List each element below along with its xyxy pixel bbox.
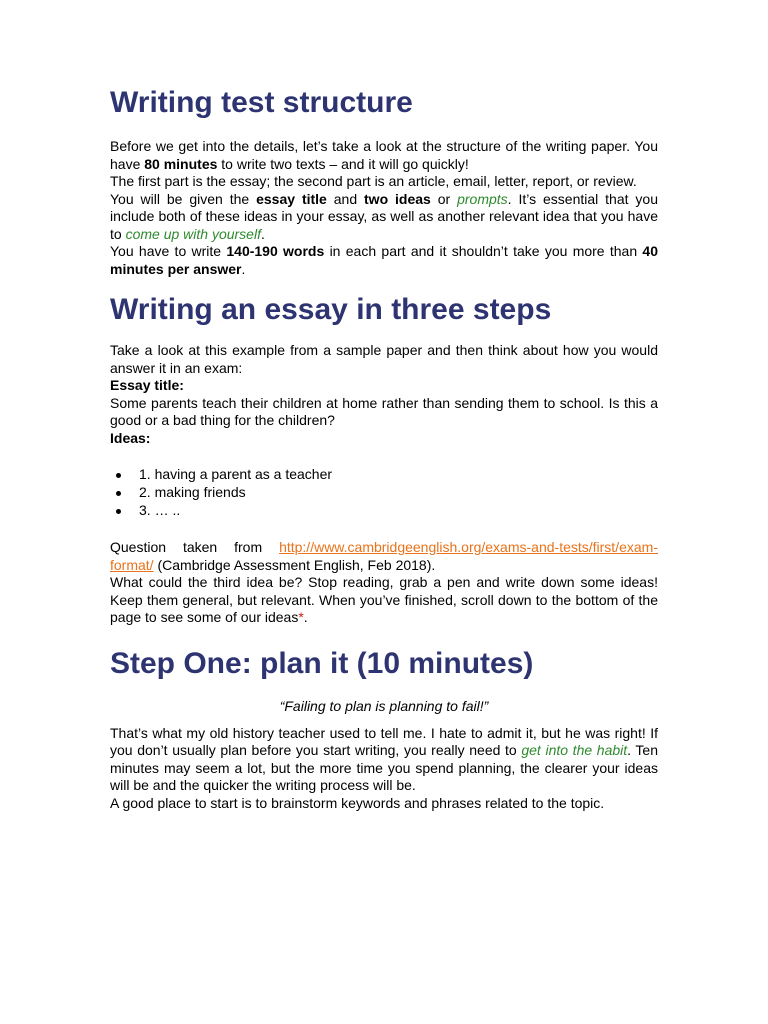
ideas-list (110, 465, 658, 519)
bold-word-count: 140-190 words (226, 243, 325, 259)
paragraph-ideas (110, 191, 658, 244)
ideas-label-text: Ideas: (110, 429, 151, 446)
bold-essay-title: essay title (256, 190, 327, 207)
teacher-paragraph (110, 725, 658, 795)
third-idea-paragraph (110, 574, 658, 627)
text: What could the third idea be? Stop reading, grab a pen and write down some ideas! Keep them general, but relevant. When you’ve finished, scroll down to the bottom of the page to see some of our ideas (110, 574, 658, 625)
text: in each part and it shouldn’t take you more than (324, 243, 643, 259)
text: Before we get into the details, let’s take a look at the structure of the writing paper. You have (110, 138, 658, 172)
text: . (260, 225, 265, 242)
intro-paragraph (110, 138, 658, 173)
source-link[interactable]: http://www.cambridgeenglish.org/exams-and-tests/first/exam-format/ (110, 539, 658, 573)
paragraph-word-count (110, 243, 658, 278)
paragraph-parts: The first part is the essay; the second part is an article, email, letter, report, or review. (110, 173, 637, 189)
text: . (241, 260, 246, 277)
essay-title-label (110, 377, 658, 395)
sample-paper-paragraph: Take a look at this example from a sample paper and then think about how you would answer it in an exam: (110, 342, 658, 376)
green-prompts: prompts (457, 190, 508, 207)
ideas-label (110, 430, 658, 448)
list-item: 1. having a parent as a teacher (110, 465, 658, 483)
essay-title-label-text: Essay title: (110, 377, 184, 393)
asterisk-footnote-marker[interactable]: * (298, 609, 304, 625)
list-item: 2. making friends (110, 483, 658, 501)
text: . (303, 609, 308, 625)
text: or (430, 190, 458, 207)
brainstorm-paragraph: A good place to start is to brainstorm keywords and phrases related to the topic. (110, 794, 605, 811)
text: You will be given the (110, 190, 257, 207)
list-item: 3. … .. (110, 501, 658, 519)
text: (Cambridge Assessment English, Feb 2018). (153, 556, 436, 573)
green-get-into-habit: get into the habit (521, 742, 628, 758)
text: . Ten minutes may seem a lot, but the more time you spend planning, the clearer your ideas will be and the quicker the writing process will be. (110, 742, 658, 793)
section-heading-writing-test-structure: Writing test structure (110, 86, 413, 119)
text: and (326, 190, 365, 207)
text: That’s what my old history teacher used to tell me. I hate to admit it, but he was right! If you don’t usually plan before you start writing, you really need to (110, 724, 658, 758)
essay-title-text: Some parents teach their children at home rather than sending them to school. Is this a good or a bad thing for the children? (110, 394, 658, 428)
text: to write two texts – and it will go quickly! (217, 155, 469, 172)
text: You have to write (110, 243, 227, 259)
bold-80-minutes: 80 minutes (144, 155, 218, 172)
document-content (110, 84, 658, 812)
section-heading-three-steps: Writing an essay in three steps (110, 293, 552, 326)
section-heading-step-one: Step One: plan it (10 minutes) (110, 646, 534, 680)
bold-two-ideas: two ideas (364, 190, 431, 207)
text: . It’s essential that you include both of these ideas in your essay, as well as another relevant idea that you have to (110, 190, 658, 242)
source-paragraph (110, 539, 658, 574)
text: Question taken from (110, 539, 280, 555)
bold-40-minutes: 40 minutes per answer (110, 243, 658, 277)
green-come-up: come up with yourself (125, 225, 261, 242)
quote: “Failing to plan is planning to fail!” (279, 697, 489, 714)
